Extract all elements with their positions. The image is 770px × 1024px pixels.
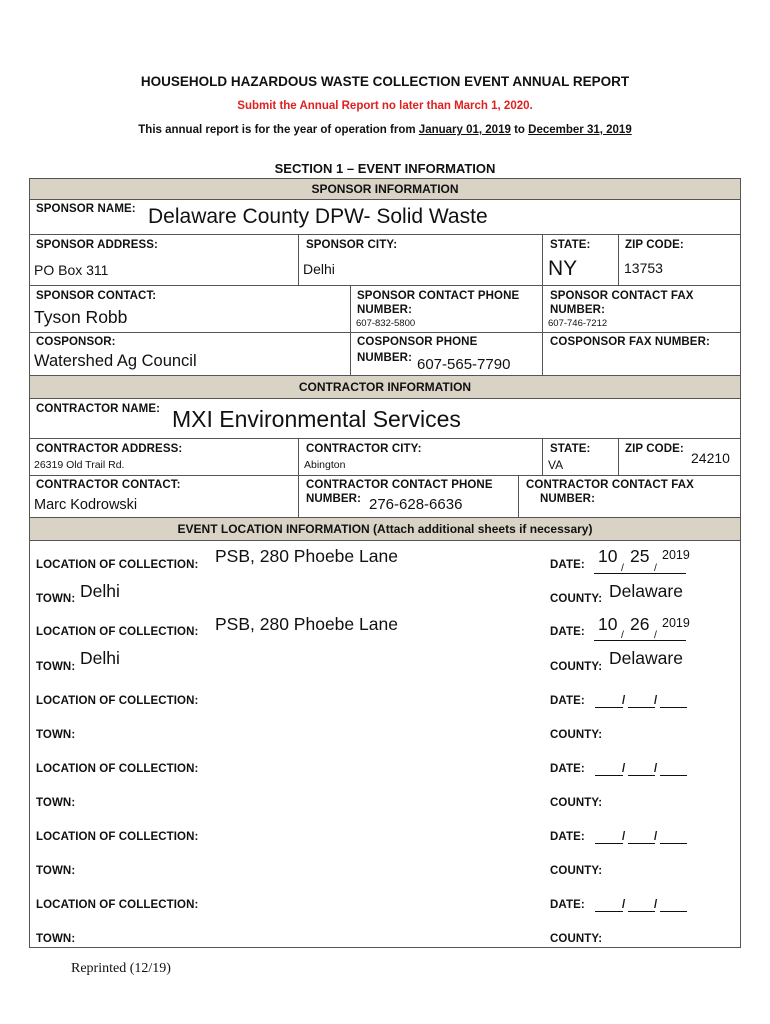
divider	[30, 438, 740, 439]
town-label: TOWN:	[36, 797, 76, 809]
date-label: DATE:	[550, 559, 585, 571]
sponsor-info-bar: SPONSOR INFORMATION	[30, 178, 740, 200]
divider	[298, 438, 299, 518]
contractor-contact-label: CONTRACTOR CONTACT:	[36, 479, 181, 491]
town-label: TOWN:	[36, 865, 76, 877]
sponsor-phone-value: 607-832-5800	[356, 318, 416, 329]
section-title: SECTION 1 – EVENT INFORMATION	[274, 161, 496, 176]
town-label: TOWN:	[36, 933, 76, 945]
location-label: LOCATION OF COLLECTION:	[36, 899, 199, 911]
divider	[30, 285, 740, 286]
date-sep: /	[622, 899, 626, 911]
location-value: PSB, 280 Phoebe Lane	[215, 614, 398, 634]
date-sep: /	[622, 763, 626, 775]
divider	[618, 438, 619, 475]
county-label: COUNTY:	[550, 661, 603, 673]
divider	[542, 234, 543, 285]
date-sep: /	[654, 831, 658, 843]
date-blank-year[interactable]	[660, 707, 687, 708]
sponsor-fax-label-2: NUMBER:	[550, 304, 605, 316]
sponsor-city-value: Delhi	[303, 261, 335, 277]
location-label: LOCATION OF COLLECTION:	[36, 626, 199, 638]
contractor-fax-label-1: CONTRACTOR CONTACT FAX	[526, 479, 694, 491]
date-blank-year[interactable]	[660, 911, 687, 912]
date-day: 25	[630, 546, 650, 566]
date-month: 10	[598, 614, 618, 634]
contractor-address-value: 26319 Old Trail Rd.	[34, 459, 125, 471]
date-underline	[594, 640, 686, 641]
date-blank-month[interactable]	[595, 843, 623, 844]
contractor-zip-value: 24210	[691, 450, 730, 466]
reprinted-note: Reprinted (12/19)	[71, 961, 171, 976]
date-sep: /	[654, 629, 657, 641]
date-sep: /	[621, 562, 624, 574]
date-blank-year[interactable]	[660, 843, 687, 844]
location-label: LOCATION OF COLLECTION:	[36, 831, 199, 843]
date-year: 2019	[662, 616, 690, 630]
sponsor-state-value: NY	[548, 257, 578, 280]
date-blank-month[interactable]	[595, 911, 623, 912]
county-value: Delaware	[609, 648, 683, 668]
sponsor-address-value: PO Box 311	[34, 262, 109, 278]
county-value: Delaware	[609, 581, 683, 601]
contractor-zip-label: ZIP CODE:	[625, 443, 684, 455]
contractor-phone-label-1: CONTRACTOR CONTACT PHONE	[306, 479, 493, 491]
cosponsor-phone-label-2: NUMBER:	[357, 352, 412, 364]
date-sep: /	[654, 695, 658, 707]
date-sep: /	[622, 831, 626, 843]
sponsor-zip-label: ZIP CODE:	[625, 239, 684, 251]
period-to: to	[514, 124, 525, 136]
divider	[518, 475, 519, 518]
cosponsor-label: COSPONSOR:	[36, 336, 116, 348]
sponsor-contact-label: SPONSOR CONTACT:	[36, 290, 157, 302]
date-blank-day[interactable]	[628, 843, 655, 844]
period-end: December 31, 2019	[528, 124, 632, 136]
town-label: TOWN:	[36, 593, 76, 605]
date-blank-year[interactable]	[660, 775, 687, 776]
sponsor-phone-label-2: NUMBER:	[357, 304, 412, 316]
period-start: January 01, 2019	[418, 124, 511, 136]
report-period	[0, 124, 770, 136]
date-year: 2019	[662, 548, 690, 562]
location-label: LOCATION OF COLLECTION:	[36, 763, 199, 775]
divider	[30, 332, 740, 333]
sponsor-fax-value: 607-746-7212	[548, 318, 608, 329]
town-value: Delhi	[80, 581, 120, 601]
location-value: PSB, 280 Phoebe Lane	[215, 546, 398, 566]
date-sep: /	[622, 695, 626, 707]
sponsor-fax-label-1: SPONSOR CONTACT FAX	[550, 290, 694, 302]
county-label: COUNTY:	[550, 865, 603, 877]
county-label: COUNTY:	[550, 797, 603, 809]
sponsor-contact-value: Tyson Robb	[34, 307, 128, 327]
contractor-name-value: MXI Environmental Services	[172, 406, 461, 432]
date-blank-month[interactable]	[595, 775, 623, 776]
divider	[350, 285, 351, 375]
contractor-phone-label-2: NUMBER:	[306, 493, 361, 505]
sponsor-name-label: SPONSOR NAME:	[36, 203, 136, 215]
divider	[542, 438, 543, 475]
date-blank-day[interactable]	[628, 707, 655, 708]
report-title: HOUSEHOLD HAZARDOUS WASTE COLLECTION EVENT ANNUAL REPORT	[140, 74, 630, 89]
sponsor-name-value: Delaware County DPW- Solid Waste	[148, 205, 488, 228]
contractor-info-bar: CONTRACTOR INFORMATION	[30, 375, 740, 399]
contractor-state-label: STATE:	[550, 443, 591, 455]
date-day: 26	[630, 614, 650, 634]
cosponsor-phone-value: 607-565-7790	[417, 356, 511, 373]
sponsor-phone-label-1: SPONSOR CONTACT PHONE	[357, 290, 520, 302]
location-label: LOCATION OF COLLECTION:	[36, 695, 199, 707]
cosponsor-fax-label: COSPONSOR FAX NUMBER:	[550, 336, 710, 348]
cosponsor-phone-label-1: COSPONSOR PHONE	[357, 336, 478, 348]
submission-deadline: Submit the Annual Report no later than March 1, 2020.	[237, 100, 533, 112]
divider	[30, 234, 740, 235]
sponsor-state-label: STATE:	[550, 239, 591, 251]
date-blank-day[interactable]	[628, 911, 655, 912]
contractor-fax-label-2: NUMBER:	[540, 493, 595, 505]
date-label: DATE:	[550, 831, 585, 843]
date-blank-day[interactable]	[628, 775, 655, 776]
date-month: 10	[598, 546, 618, 566]
contractor-name-label: CONTRACTOR NAME:	[36, 403, 161, 415]
date-label: DATE:	[550, 763, 585, 775]
county-label: COUNTY:	[550, 729, 603, 741]
date-underline	[594, 573, 686, 574]
date-sep: /	[654, 763, 658, 775]
town-label: TOWN:	[36, 729, 76, 741]
date-label: DATE:	[550, 626, 585, 638]
county-label: COUNTY:	[550, 593, 603, 605]
divider	[30, 475, 740, 476]
town-label: TOWN:	[36, 661, 76, 673]
date-blank-month[interactable]	[595, 707, 623, 708]
date-label: DATE:	[550, 899, 585, 911]
contractor-contact-value: Marc Kodrowski	[34, 497, 138, 513]
divider	[298, 234, 299, 285]
contractor-city-value: Abington	[304, 459, 346, 471]
sponsor-zip-value: 13753	[624, 260, 663, 276]
divider	[618, 234, 619, 285]
sponsor-address-label: SPONSOR ADDRESS:	[36, 239, 158, 251]
sponsor-city-label: SPONSOR CITY:	[306, 239, 398, 251]
contractor-city-label: CONTRACTOR CITY:	[306, 443, 422, 455]
contractor-phone-value: 276-628-6636	[369, 496, 463, 513]
cosponsor-value: Watershed Ag Council	[34, 352, 197, 370]
date-sep: /	[654, 562, 657, 574]
contractor-address-label: CONTRACTOR ADDRESS:	[36, 443, 183, 455]
period-prefix: This annual report is for the year of operation from	[138, 124, 416, 136]
date-sep: /	[621, 629, 624, 641]
date-label: DATE:	[550, 695, 585, 707]
location-label: LOCATION OF COLLECTION:	[36, 559, 199, 571]
event-info-bar: EVENT LOCATION INFORMATION (Attach additional sheets if necessary)	[30, 517, 740, 541]
county-label: COUNTY:	[550, 933, 603, 945]
town-value: Delhi	[80, 648, 120, 668]
contractor-state-value: VA	[548, 458, 564, 472]
divider	[542, 285, 543, 375]
date-sep: /	[654, 899, 658, 911]
